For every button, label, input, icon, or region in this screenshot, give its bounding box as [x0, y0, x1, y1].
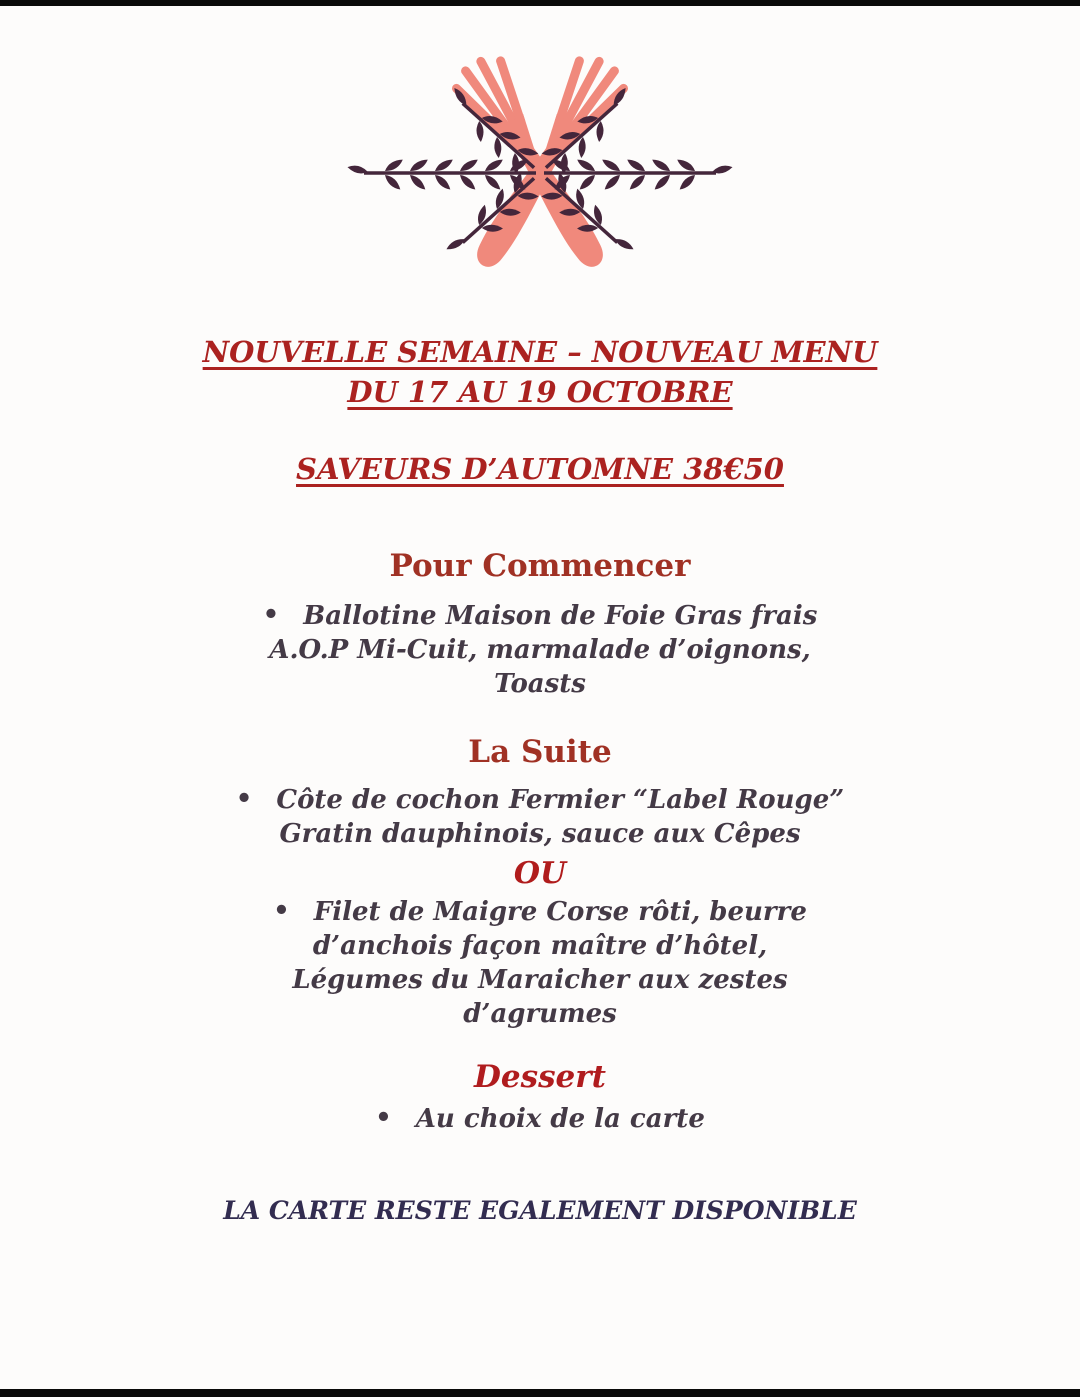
menu-item-line: Légumes du Maraicher aux zestes: [292, 965, 788, 995]
menu-item-line: [160, 1102, 920, 1136]
menu-item-line: Gratin dauphinois, sauce aux Cêpes: [279, 819, 801, 849]
bullet-icon: •: [235, 784, 253, 814]
footer-note: LA CARTE RESTE EGALEMENT DISPONIBLE: [223, 1196, 857, 1225]
section-title-dessert: Dessert: [474, 1059, 606, 1095]
menu-item-ballotine: [160, 599, 920, 701]
menu-title-line1: NOUVELLE SEMAINE – NOUVEAU MENU: [202, 335, 878, 369]
bottom-black-bar: [0, 1389, 1080, 1397]
bullet-icon: •: [375, 1103, 392, 1133]
section-title-la-suite: La Suite: [468, 734, 612, 770]
menu-item-line: [160, 599, 920, 633]
menu-item-line: A.O.P Mi-Cuit, marmalade d’oignons,: [269, 635, 811, 665]
menu-item-line: d’anchois façon maître d’hôtel,: [312, 931, 768, 961]
menu-item-line: [160, 895, 920, 929]
menu-subtitle: SAVEURS D’AUTOMNE 38€50: [296, 452, 784, 486]
restaurant-logo: [340, 42, 740, 312]
section-title-pour-commencer: Pour Commencer: [389, 548, 691, 584]
menu-item-line-text: Filet de Maigre Corse rôti, beurre: [313, 897, 807, 927]
bullet-icon: •: [262, 600, 280, 630]
crossed-forks-laurel-icon: [340, 42, 740, 312]
menu-title-line2: DU 17 AU 19 OCTOBRE: [347, 375, 733, 409]
menu-item-line: [160, 783, 920, 817]
or-separator: OU: [513, 856, 567, 891]
menu-item-dessert-choix: [160, 1102, 920, 1136]
menu-item-filet-de-maigre: [160, 895, 920, 1031]
menu-item-line: d’agrumes: [463, 999, 617, 1029]
bullet-icon: •: [273, 896, 290, 926]
menu-item-line: Toasts: [494, 669, 586, 699]
menu-item-line-text: Ballotine Maison de Foie Gras frais: [303, 601, 818, 631]
menu-item-line-text: Côte de cochon Fermier “Label Rouge”: [276, 785, 845, 815]
top-black-bar: [0, 0, 1080, 6]
menu-item-cote-de-cochon: [160, 783, 920, 851]
menu-item-line-text: Au choix de la carte: [415, 1104, 705, 1134]
